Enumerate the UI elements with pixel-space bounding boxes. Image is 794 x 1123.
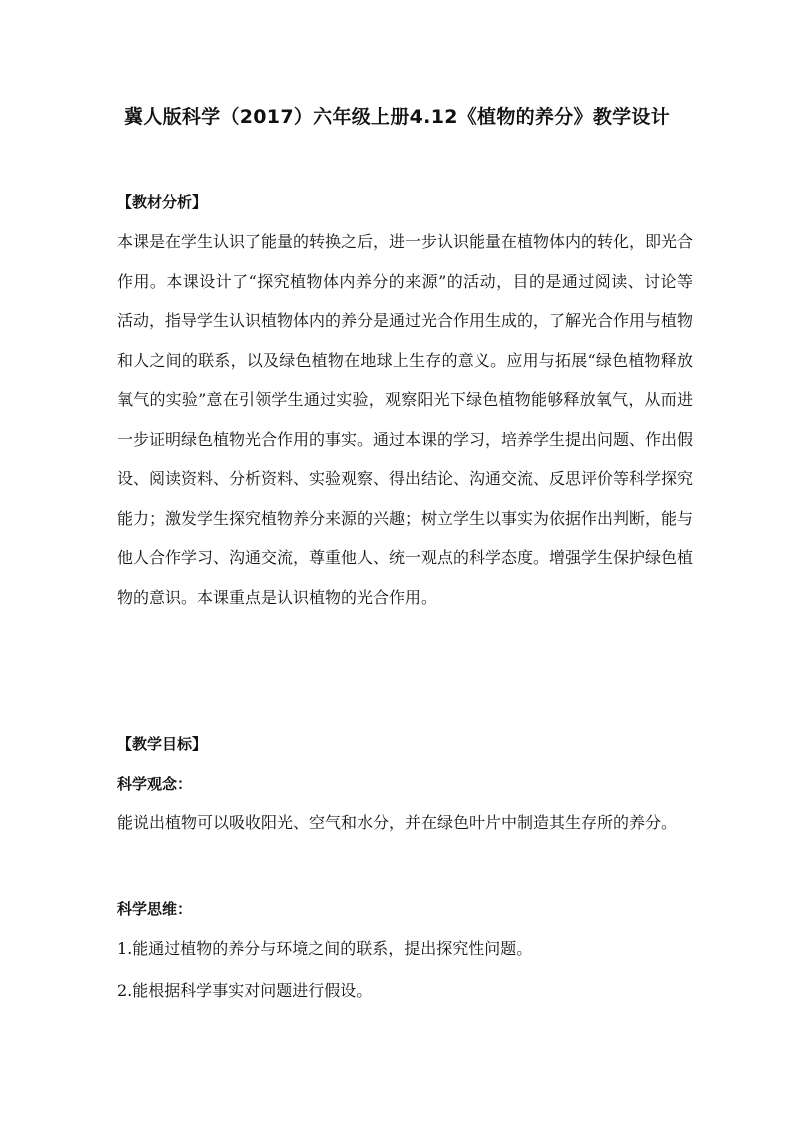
thinking-item-1: 1.能通过植物的养分与环境之间的联系，提出探究性问题。: [117, 939, 533, 958]
section-heading-goals: 【教学目标】: [117, 735, 208, 753]
concept-paragraph: 能说出植物可以吸收阳光、空气和水分，并在绿色叶片中制造其生存所的养分。: [117, 813, 678, 832]
document-title: 冀人版科学（2017）六年级上册4.12《植物的养分》教学设计: [123, 106, 671, 128]
analysis-paragraph: 本课是在学生认识了能量的转换之后，进一步认识能量在植物体内的转化，即光合作用。本课设计了“探究植物体内养分的来源”的活动，目的是通过阅读、讨论等活动，指导学生认识植物体内的养分是通过光合作用生成的，了解光合作用与植物和人之间的联系，以及绿色植物在地球上生存的意义。应用与拓展“绿色植物释放氧气的实验”意在引领学生通过实验，观察阳光下绿色植物能够释放氧气，从而进一步证明绿色植物光合作用的事实。通过本课的学习，培养学生提出问题、作出假设、阅读资料、分析资料、实验观察、得出结论、沟通交流、反思评价等科学探究能力；激发学生探究植物养分来源的兴趣；树立学生以事实为依据作出判断，能与他人合作学习、沟通交流，尊重他人、统一观点的科学态度。增强学生保护绿色植物的意识。本课重点是认识植物的光合作用。: [117, 232, 694, 607]
section-heading-analysis: 【教材分析】: [117, 193, 208, 211]
thinking-heading: 科学思维：: [117, 900, 193, 918]
concept-heading: 科学观念：: [117, 775, 193, 793]
thinking-item-2: 2.能根据科学事实对问题进行假设。: [117, 981, 373, 1000]
